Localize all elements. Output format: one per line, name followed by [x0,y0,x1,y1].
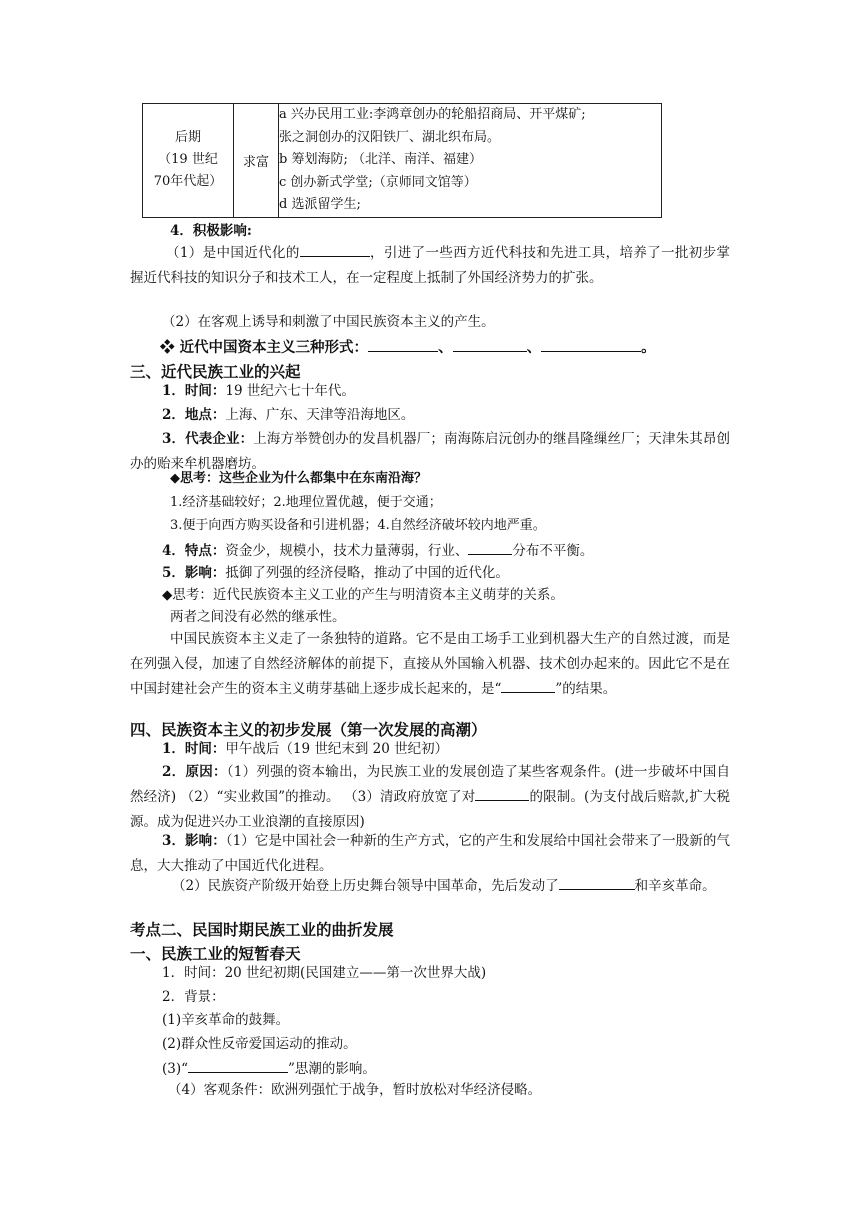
causes-paragraph: 2．原因：（1）列强的资本输出，为民族工业的发展创造了某些客观条件。(进一步破坏中国自然经济) （2）“实业救国”的推动。 （3）清政府放宽了对 的限制。(为支付战后赔款,扩大税源。成为促进兴办工业浪潮的直接原因) [130,764,730,830]
time-line: 1．时间：19 世纪六七十年代。 [162,383,355,399]
features-line: 4．特点：资金少，规模小，技术力量薄弱，行业、 分布不平衡。 [162,540,593,560]
content-line: 张之洞创办的汉阳铁厂、湖北织布局。 [279,129,501,145]
blank [368,337,438,352]
content-line: a 兴办民用工业:李鸿章创办的轮船招商局、开平煤矿; [279,107,586,122]
blank [559,875,635,890]
blank [468,540,512,555]
background-item: （4）客观条件：欧洲列强忙于战争，暂时放松对华经济侵略。 [168,1082,542,1098]
section-3-title: 三、近代民族工业的兴起 [130,362,301,381]
period-line: 70年代起） [153,174,223,190]
diamond-bullet-icon: ❖ [160,339,180,356]
place-line: 2．地点：上海、广东、天津等沿海地区。 [162,407,415,423]
answer-line: 1.经济基础较好；2.地理位置优越，便于交通； [170,495,442,510]
blank [541,337,641,352]
westernization-table [142,103,662,218]
background-label: 2．背景： [162,989,225,1005]
influence-line: 5．影响：抵御了列强的经济侵略，推动了中国的近代化。 [162,565,509,581]
influence-paragraph-1: 3．影响：（1）它是中国社会一种新的生产方式，它的产生和发展给中国社会带来了一股新的气息，大大推动了中国近代化进程。 [130,833,730,874]
content-line: b 筹划海防; （北洋、南洋、福建） [279,152,482,167]
impact-paragraph-1: （1）是中国近代化的 ，引进了一些西方近代科技和先进工具，培养了一批初步掌握近代科技的知识分子和技术工人，在一定程度上抵制了外国经济势力的扩张。 [130,241,730,291]
think-question-2: ◆思考：近代民族资本主义工业的产生与明清资本主义萌芽的关系。 [162,587,564,603]
content-line: d 选派留学生; [279,197,361,212]
background-item: (1)辛亥革命的鼓舞。 [162,1012,290,1028]
section-4-title: 四、民族资本主义的初步发展（第一次发展的高潮） [130,720,487,739]
content-cell [279,104,662,218]
positive-impact-heading: 4．积极影响: [170,223,252,239]
key-point-2-title: 考点二、民国时期民族工业的曲折发展 [130,920,394,939]
answer-line: 两者之间没有必然的继承性。 [170,609,346,625]
blank [188,1058,288,1073]
independent-path-paragraph: 中国民族资本主义走了一条独特的道路。它不是由工场手工业到机器大生产的自然过渡，而是在列强入侵，加速了自然经济解体的前提下，直接从外国输入机器、技术创办起来的。因此它不是在中国封建社会产生的资本主义萌芽基础上逐步成长起来的，是“ ”的结果。 [130,631,730,697]
answer-line: 3.便于向西方购买设备和引进机器；4.自然经济破坏较内地严重。 [170,518,546,533]
blank [300,242,370,257]
slogan-cell: 求富 [234,104,279,218]
time-line: 1．时间：20 世纪初期(民国建立——第一次世界大战) [162,965,487,981]
representative-firms: 3．代表企业：上海方举赞创办的发昌机器厂；南海陈启沅创办的继昌隆缫丝厂；天津朱其昂创办的贻来牟机器磨坊。 [130,431,730,472]
blank [453,337,527,352]
content-line: c 创办新式学堂;（京师同文馆等） [279,174,477,190]
three-forms-line: ❖ 近代中国资本主义三种形式： 、 、 。 [160,339,656,356]
period-line: 后期 [174,130,201,146]
influence-paragraph-2: （2）民族资产阶级开始登上历史舞台领导中国革命，先后发动了 和辛亥革命。 [130,874,730,899]
background-item: (2)群众性反帝爱国运动的推动。 [162,1036,357,1052]
subsection-title: 一、民族工业的短暂春天 [130,944,301,963]
impact-paragraph-2: （2）在客观上诱导和刺激了中国民族资本主义的产生。 [162,314,495,330]
think-question-1: ◆思考：这些企业为什么都集中在东南沿海？ [170,471,427,486]
background-item: (3)“ ”思潮的影响。 [162,1058,376,1078]
blank [475,786,529,801]
table-row [143,104,662,218]
blank [501,678,555,693]
period-cell [143,104,234,218]
period-line: （19 世纪 [158,152,218,168]
time-line: 1．时间：甲午战后（19 世纪末到 20 世纪初） [162,741,449,757]
